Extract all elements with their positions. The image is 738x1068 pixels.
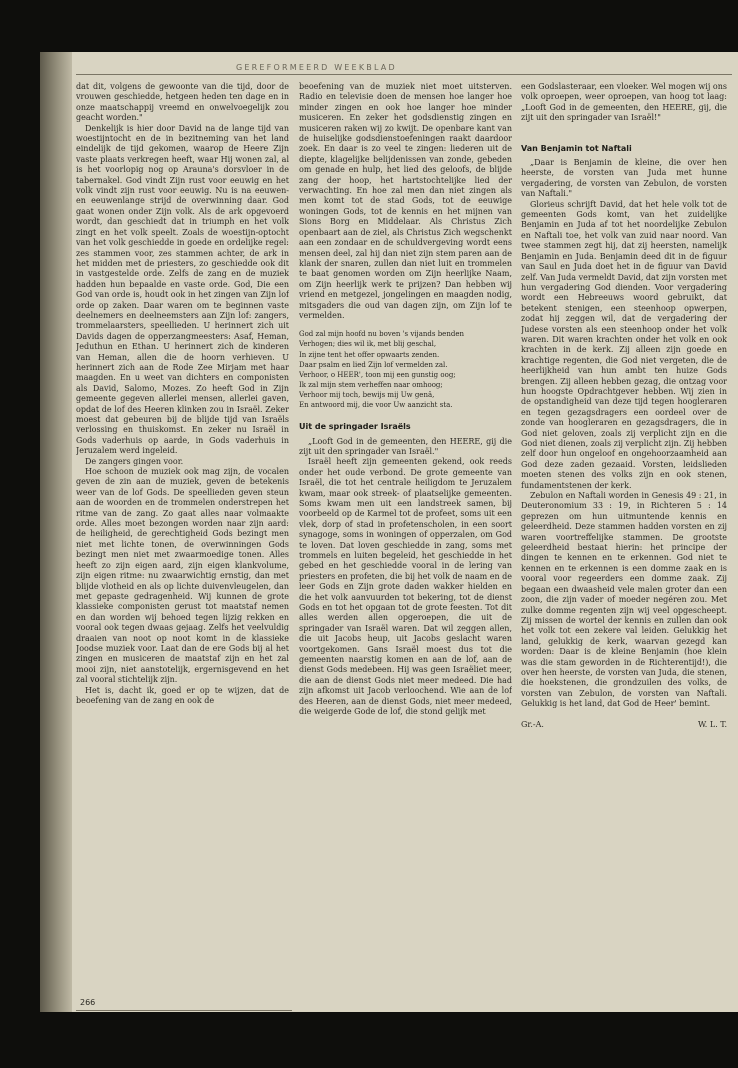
section-heading-naftali: Van Benjamin tot Naftali (521, 143, 632, 153)
signature-place: Gr.-A. (521, 719, 544, 729)
column-1 (76, 82, 289, 982)
header-rule (76, 74, 732, 75)
paragraph: dat dit, volgens de gewoonte van die tijd, door de vrouwen geschiedde, hetgeen heden ten dage en in onze maatschappij vreemd en onwelvoegelijk zou geacht worden." (76, 82, 289, 123)
page-binding (40, 52, 72, 1012)
paragraph: Het is, dacht ik, goed er op te wijzen, dat de beoefening van de zang en ook de (76, 685, 289, 705)
paragraph: Zebulon en Naftali worden in Genesis 49 : 21, in Deuteronomium 33 : 19, in Richteren 5 : 14 geprezen om hun uitmuntende kennis en geleerdheid. Deze stammen hadden vorsten en zij waren voortreffelijke stammen. De grootste geleerdheid bestaat hierin: het principe der dingen te kennen en te erkennen. God niet te kennen en te erkennen is een domme zaak en is vooral voor regeerders een domme zaak. Zij begaan een dwaasheid vele malen groter dan een zoon, die zijn vader of moeder negéren zou. Met zulke domme regenten zijn wij veel opgescheept. Zij missen de wortel der kennis en zullen dan ook het volk tot een zekere val leiden. Gelukkig het land, gelukkig de kerk, waarvan gezegd kan worden: Daar is de kleine Benjamin (hoe klein was die stam geworden in de Richterentijd!), die over hen heerste, de vorsten van Juda, die stenen, die hoekstenen, die grondzuilen des volks, de vorsten van Zebulon, de vorsten van Naftali. Gelukkig is het land, dat God de Heer' bemint. (521, 491, 727, 709)
verse-line: Daar psalm en lied Zijn lof vermelden zal. (299, 360, 448, 369)
paragraph: De zangers gingen voor. (85, 456, 184, 466)
footer-rule (76, 1010, 292, 1011)
signature (521, 720, 727, 730)
verse-line: God zal mijn hoofd nu boven 's vijands benden (299, 330, 464, 339)
verse-line: Verhoor mij toch, bewijs mij Uw genâ, (299, 390, 435, 399)
paragraph: een Godslasteraar, een vloeker. Wel mogen wij ons volk oproepen, weer oproepen, van hoog tot laag: „Looft God in de gemeenten, den HEERE, gij, die zijt uit den springader van Israël!" (521, 82, 727, 123)
paragraph: Israël heeft zijn gemeenten gekend, ook reeds onder het oude verbond. De grote gemeente van Israël, die tot het centrale heiligdom te Jeruzalem kwam, maar ook streek- of plaatselijke gemeenten. Soms kwam men uit een landstreek samen, bij voorbeeld op de Karmel tot de profeet, soms uit een vlek, dorp of stad in profetenscholen, in een soort synagoge, soms in woningen of opperzalen, om God te loven. Dat loven geschiedde in zang, soms met trommels en luiten begeleid, het geschiedde in het gebed en het geschiedde vooral in de lering van priesters en profeten, die bij het volk de naam en de leer Gods en Zijn grote daden wakker hielden en die het volk aanvuurden tot bekering, tot de dienst Gods en tot het opgaan tot de grote feesten. Tot dit alles werden allen opgeroepen, die uit de springader van Israël waren. Dat wil zeggen allen, die uit Jacobs heup, uit Jacobs geslacht waren voortgekomen. Gans Israël moest dus tot die gemeenten naarstig komen en aan de lof, aan de dienst Gods medebeen. Hij was geen Israëliet meer, die aan de dienst Gods niet meer medeed. Die had zijn afkomst uit Jacob verloochend. Wie aan de lof des Heeren, aan de dienst Gods, niet meer medeed, die weigerde Gode de lof, die stond gelijk met (299, 457, 512, 717)
column-3 (521, 82, 727, 982)
verse-line: In zijne tent het offer opwaarts zenden. (299, 350, 440, 359)
paragraph: beoefening van de muziek niet moet uitsterven. Radio en televisie doen de mensen hoe langer hoe minder zingen en ook hoe langer hoe minder musiceren. En zeker het godsdienstig zingen en musiceren raken wij zo kwijt. De openbare kant van de huiselijke godsdienstoefeningen raakt daardoor zoek. En daar is zo veel te zingen: liederen uit de diepte, klagelijke belijdenissen van zonde, gebeden om genade en hulp, het lied des geloofs, de blijde zang der hoop, het hartstochtelijke lied der verwachting. En hoe zal men dan niet zingen als men komt tot de stad Gods, tot de eeuwige woningen Gods, tot de kennis en het mijnen van Sions Borg en Middelaar. Als Christus Zich openbaart aan de ziel, als Christus Zich wegschenkt aan een zondaar en de schuldvergeving wordt eens mensen deel, zal hij dan niet zijn stem paren aan de klank der snaren, zullen dan niet luit en trommelen te baat genomen worden om Zijn heerlijke Naam, om Zijn heerlijk werk te prijzen? Dan hebben wij vriend en metgezel, jongelingen en maagden nodig, mitsgaders die oud van dagen zijn, om Zijn lof te vermelden. (299, 82, 512, 320)
verse-line: Verhogen; dies wil ik, met blij geschal, (299, 340, 437, 349)
paragraph: „Daar is Benjamin de kleine, die over hen heerste, de vorsten van Juda met hunne vergadering, de vorsten van Zebulon, de vorsten van Naftali." (521, 158, 727, 199)
running-header: GEREFORMEERD WEEKBLAD (236, 63, 397, 72)
paragraph: Hoe schoon de muziek ook mag zijn, de vocalen geven de zin aan de muziek, geven de betekenis weer van de lof Gods. De speellieden geven steun aan de woorden en de trommelen onderstrepen het ritme van de zang. Zo gaat alles naar volmaakte orde. Alles moet bezongen worden naar zijn aard: de heiligheid, de gerechtigheid Gods bezingt men niet met lichte tonen, de overwinningen Gods bezingt men niet met zwaarmoedige tonen. Alles heeft zo zijn eigen aard, zijn eigen klankvolume, zijn eigen ritme: nu zwaarwichtig ernstig, dan met blijde vlotheid en als op lichte duivenvleugelen, dan met gepaste gedragenheid. Wij kunnen de grote klassieke componisten gerust tot maatstaf nemen en dan worden wij behoed tegen lijzig rekken en vooral ook tegen dwaas gejaag. Zelfs het veelvuldig draaien van noot op noot komt in de klassieke Joodse muziek voor. Laat dan de ere Gods bij al het zingen en musiceren de maatstaf zijn en het zal mooi zijn, niet aanstotelijk, ergernisgevend en het zal vooral stichtelijk zijn. (76, 467, 289, 685)
paragraph: Denkelijk is hier door David na de lange tijd van woestijntocht en de in bezitneming van het land eindelijk de tijd gekomen, waarop de Heere Zijn vaste plaats verkregen heeft, waar Hij wonen zal, al is het voorlopig nog op Arauna's dorsvloer in de tabernakel. God vindt Zijn rust voor eeuwig en het volk vindt zijn rust voor eeuwig. Nu is na eeuwen- en eeuwenlange strijd de overwinning daar. God gaat wonen onder Zijn volk. Als de ark opgevoerd wordt, dan geschiedt dat in triumph en het volk zingt en het volk speelt. Zoals de woestijn-optocht van het volk geschiedde in goede en ordelijke regel: zes stammen voor, zes stammen achter, de ark in het midden met de priesters, zo geschiedde ook dit in vastgestelde orde. Zelfs de zang en de muziek hadden hun bepaalde en vaste orde. God, Die een God van orde is, houdt ook in het zingen van Zijn lof orde op zaken. Daar waren om te beginnen vaste deelnemers en deelneemsters aan Zijn lof: zangers, trommelaarsters, speellieden. U herinnert zich uit Davids dagen de opperzangmeesters: Asaf, Heman, Jeduthun en Ethan. U herinnert zich de kinderen van Heman, allen die de hoorn verhieven. U herinnert zich aan de Rode Zee Mirjam met haar maagden. En u weet van dichters en componisten als David, Salomo, Mozes. Zo heeft God in Zijn gemeente gegeven allerlei mensen, allerlei gaven, opdat de lof des Heeren klinken zou in Israël. Zeker moest dat gebeuren bij de blijde tijd van Israëls verlossing en thuiskomst. En zeker nu Israël in Gods vaderhuis op aarde, in Gods vaderhuis in Jeruzalem werd ingeleid. (76, 123, 289, 456)
verse-line: En antwoord mij, die voor Uw aanzicht sta. (299, 401, 453, 409)
signature-initials: W. L. T. (697, 719, 727, 729)
paragraph: „Looft God in de gemeenten, den HEERE, gij die zijt uit den springader van Israël." (299, 436, 512, 456)
verse-line: Verhoor, o HEER', toon mij een gunstig oog; (299, 370, 456, 379)
verse-line: Ik zal mijn stem verheffen naar omhoog; (299, 380, 443, 389)
page-number: 266 (80, 998, 96, 1007)
column-2 (299, 82, 512, 982)
section-heading-springader: Uit de springader Israëls (299, 422, 411, 432)
paragraph: Glorieus schrijft David, dat het hele volk tot de gemeenten Gods komt, van het zuidelijke Benjamin en Juda af tot het noordelijke Zebulon en Naftali toe, het volk van zuid naar noord. Van twee stammen zegt hij, dat zij heersten, namelijk Benjamin en Juda. Benjamin deed dit in de figuur van Saul en Juda doet het in de figuur van David zelf. Van Juda vermeldt David, dat zijn vorsten met hun vergadering God dienden. Voor vergadering wordt een Hebreeuws woord gebruikt, dat betekent stenigen, een steenhoop opwerpen, zodat hij zeggen wil, dat de vergadering der Judese vorsten als een steenhoop onder het volk waren. Dit waren krachten onder het volk en ook krachten in de kerk. Zij alleen zijn goede en krachtige regenten, die God niet vergeten, die de heerlijkheid van hun ambt ten huize Gods brengen. Zij alleen hebben gezag, die ontzag voor hun hoogste Opdrachtgever hebben. Wij zien in de opstandigheid van deze tijd tegen hoogleraren en tegen gezagsdragers een oordeel over de zonde van hoogleraren en gezagsdragers, die in God niet geloven, zoals zij verplicht zijn en die God niet dienen, zoals zij verplicht zijn. Zij hebben zelf door hun ongeloof en ongehoorzaamheid aan God deze zaden gezaaid. Vorsten, leidslieden moeten stenen des volks zijn en ook stenen, fundamentstenen der kerk. (521, 199, 727, 490)
psalm-verse (299, 329, 512, 410)
